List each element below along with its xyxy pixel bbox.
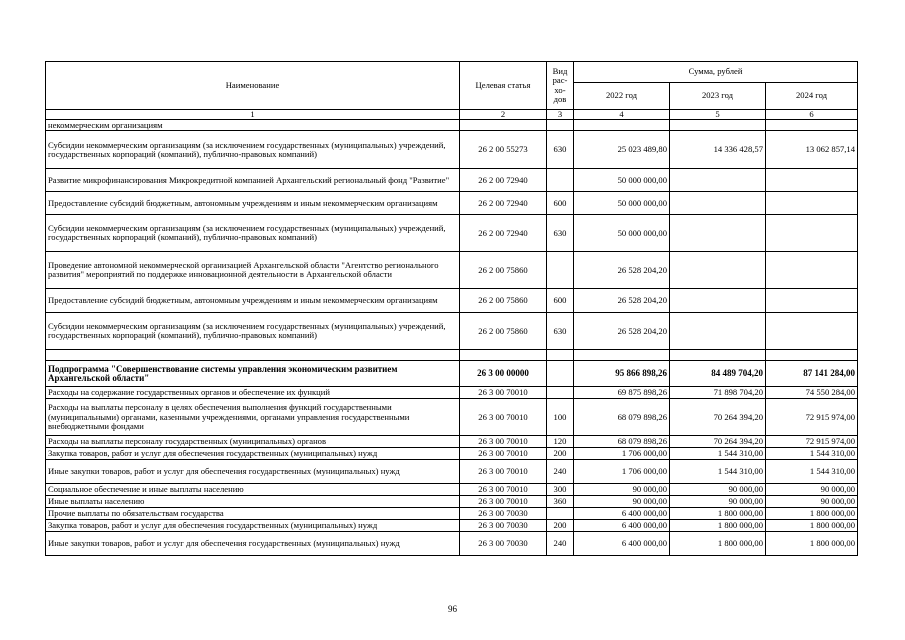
- row-code-cell: 26 3 00 70030: [460, 532, 547, 556]
- row-code-cell: 26 2 00 72940: [460, 192, 547, 215]
- row-sum-2024-cell: 72 915 974,00: [766, 399, 858, 436]
- row-sum-2024-cell: 90 000,00: [766, 484, 858, 496]
- row-vid-cell: 120: [547, 436, 574, 448]
- table-row: [46, 215, 858, 252]
- row-sum-2022-cell: 26 528 204,20: [574, 313, 670, 350]
- row-vid-cell: 300: [547, 484, 574, 496]
- row-sum-2022-cell: [574, 350, 670, 361]
- row-sum-2023-cell: 84 489 704,20: [670, 361, 766, 387]
- row-name-cell: Предоставление субсидий бюджетным, автономным учреждениям и иным некоммерческим организациям: [46, 289, 460, 313]
- row-name-cell: Проведение автономной некоммерческой организацией Архангельской области "Агентство регионального развития" мероприятий по поддержке инновационной деятельности в Архангельской области: [46, 252, 460, 289]
- row-sum-2023-cell: 14 336 428,57: [670, 131, 766, 169]
- header-sum: Сумма, рублей: [574, 62, 858, 83]
- row-sum-2024-cell: 1 800 000,00: [766, 532, 858, 556]
- table-row: [46, 169, 858, 192]
- row-vid-cell: 360: [547, 496, 574, 508]
- row-code-cell: 26 2 00 55273: [460, 131, 547, 169]
- row-sum-2022-cell: 50 000 000,00: [574, 169, 670, 192]
- row-sum-2024-cell: [766, 313, 858, 350]
- row-sum-2024-cell: 1 800 000,00: [766, 520, 858, 532]
- row-code-cell: 26 3 00 70010: [460, 436, 547, 448]
- row-sum-2024-cell: [766, 215, 858, 252]
- row-vid-cell: 200: [547, 448, 574, 460]
- row-name-cell: Закупка товаров, работ и услуг для обеспечения государственных (муниципальных) нужд: [46, 520, 460, 532]
- row-sum-2024-cell: [766, 350, 858, 361]
- row-sum-2022-cell: 26 528 204,20: [574, 289, 670, 313]
- row-sum-2024-cell: [766, 289, 858, 313]
- row-sum-2022-cell: 1 706 000,00: [574, 460, 670, 484]
- header-year-2023: 2023 год: [670, 83, 766, 110]
- row-sum-2024-cell: [766, 252, 858, 289]
- row-vid-cell: 630: [547, 215, 574, 252]
- row-name-cell: Субсидии некоммерческим организациям (за исключением государственных (муниципальных) учреждений, государственных корпораций (компаний), публично-правовых компаний): [46, 215, 460, 252]
- row-code-cell: 26 3 00 70010: [460, 387, 547, 399]
- row-sum-2023-cell: 1 800 000,00: [670, 508, 766, 520]
- row-code-cell: 26 2 00 72940: [460, 215, 547, 252]
- table-row: [46, 131, 858, 169]
- header-vid: Вид рас-хо-дов: [547, 62, 574, 110]
- row-name-cell: Иные выплаты населению: [46, 496, 460, 508]
- table-row: [46, 387, 858, 399]
- table-row: [46, 460, 858, 484]
- row-name-cell: Расходы на выплаты персоналу в целях обеспечения выполнения функций государственными (муниципальными) органами, казенными учреждениями, органами управления государственными внебюджетными фондами: [46, 399, 460, 436]
- row-vid-cell: 600: [547, 289, 574, 313]
- row-sum-2023-cell: 71 898 704,20: [670, 387, 766, 399]
- row-sum-2023-cell: 90 000,00: [670, 484, 766, 496]
- row-name-cell: [46, 350, 460, 361]
- row-code-cell: 26 3 00 70010: [460, 448, 547, 460]
- row-sum-2023-cell: 1 544 310,00: [670, 460, 766, 484]
- header-row: [46, 62, 858, 83]
- row-vid-cell: 200: [547, 520, 574, 532]
- table-row: [46, 289, 858, 313]
- row-sum-2023-cell: 1 544 310,00: [670, 448, 766, 460]
- row-sum-2024-cell: 72 915 974,00: [766, 436, 858, 448]
- row-vid-cell: [547, 120, 574, 131]
- row-code-cell: [460, 350, 547, 361]
- header-year-2022: 2022 год: [574, 83, 670, 110]
- table-row: [46, 120, 858, 131]
- row-sum-2024-cell: [766, 192, 858, 215]
- row-sum-2022-cell: 6 400 000,00: [574, 508, 670, 520]
- row-vid-cell: [547, 387, 574, 399]
- column-number: 3: [547, 110, 574, 120]
- row-sum-2022-cell: [574, 120, 670, 131]
- row-sum-2024-cell: 87 141 284,00: [766, 361, 858, 387]
- row-sum-2024-cell: 1 800 000,00: [766, 508, 858, 520]
- table-row: [46, 399, 858, 436]
- row-sum-2024-cell: 13 062 857,14: [766, 131, 858, 169]
- row-sum-2023-cell: [670, 192, 766, 215]
- row-sum-2024-cell: [766, 169, 858, 192]
- column-number: 4: [574, 110, 670, 120]
- column-number: 5: [670, 110, 766, 120]
- table-row: [46, 252, 858, 289]
- column-number: 6: [766, 110, 858, 120]
- row-sum-2023-cell: [670, 215, 766, 252]
- row-name-cell: Субсидии некоммерческим организациям (за исключением государственных (муниципальных) учреждений, государственных корпораций (компаний), публично-правовых компаний): [46, 313, 460, 350]
- row-vid-cell: [547, 350, 574, 361]
- row-vid-cell: [547, 252, 574, 289]
- row-name-cell: Расходы на выплаты персоналу государственных (муниципальных) органов: [46, 436, 460, 448]
- row-code-cell: [460, 120, 547, 131]
- row-vid-cell: 630: [547, 313, 574, 350]
- table-row: [46, 484, 858, 496]
- row-code-cell: 26 3 00 70010: [460, 496, 547, 508]
- budget-table-body: [46, 62, 858, 556]
- row-sum-2022-cell: 1 706 000,00: [574, 448, 670, 460]
- row-sum-2023-cell: [670, 169, 766, 192]
- row-sum-2022-cell: 6 400 000,00: [574, 532, 670, 556]
- row-code-cell: 26 2 00 75860: [460, 252, 547, 289]
- row-sum-2024-cell: 90 000,00: [766, 496, 858, 508]
- row-sum-2023-cell: 1 800 000,00: [670, 520, 766, 532]
- row-vid-cell: [547, 169, 574, 192]
- header-code: Целевая статья: [460, 62, 547, 110]
- row-code-cell: 26 2 00 75860: [460, 313, 547, 350]
- table-row: [46, 448, 858, 460]
- row-sum-2023-cell: 90 000,00: [670, 496, 766, 508]
- row-sum-2022-cell: 69 875 898,26: [574, 387, 670, 399]
- row-name-cell: Подпрограмма "Совершенствование системы управления экономическим развитием Архангельской области": [46, 361, 460, 387]
- row-sum-2022-cell: 95 866 898,26: [574, 361, 670, 387]
- row-sum-2023-cell: [670, 289, 766, 313]
- row-name-cell: Иные закупки товаров, работ и услуг для обеспечения государственных (муниципальных) нужд: [46, 532, 460, 556]
- row-code-cell: 26 3 00 00000: [460, 361, 547, 387]
- row-code-cell: 26 3 00 70010: [460, 484, 547, 496]
- page-number: 96: [448, 604, 457, 614]
- row-sum-2022-cell: 68 079 898,26: [574, 399, 670, 436]
- header-name: Наименование: [46, 62, 460, 110]
- row-sum-2022-cell: 26 528 204,20: [574, 252, 670, 289]
- row-vid-cell: 630: [547, 131, 574, 169]
- row-code-cell: 26 2 00 72940: [460, 169, 547, 192]
- row-name-cell: Иные закупки товаров, работ и услуг для обеспечения государственных (муниципальных) нужд: [46, 460, 460, 484]
- row-name-cell: некоммерческим организациям: [46, 120, 460, 131]
- row-name-cell: Социальное обеспечение и иные выплаты населению: [46, 484, 460, 496]
- row-name-cell: Субсидии некоммерческим организациям (за исключением государственных (муниципальных) учреждений, государственных корпораций (компаний), публично-правовых компаний): [46, 131, 460, 169]
- table-row: [46, 350, 858, 361]
- row-name-cell: Закупка товаров, работ и услуг для обеспечения государственных (муниципальных) нужд: [46, 448, 460, 460]
- row-vid-cell: [547, 508, 574, 520]
- row-sum-2024-cell: [766, 120, 858, 131]
- row-sum-2022-cell: 50 000 000,00: [574, 192, 670, 215]
- table-row: [46, 508, 858, 520]
- row-vid-cell: [547, 361, 574, 387]
- budget-table: [45, 61, 858, 556]
- row-vid-cell: 240: [547, 532, 574, 556]
- column-number-row: [46, 110, 858, 120]
- row-sum-2023-cell: [670, 120, 766, 131]
- row-name-cell: Развитие микрофинансирования Микрокредитной компанией Архангельский региональный фонд "Развитие": [46, 169, 460, 192]
- row-sum-2022-cell: 90 000,00: [574, 496, 670, 508]
- row-name-cell: Предоставление субсидий бюджетным, автономным учреждениям и иным некоммерческим организациям: [46, 192, 460, 215]
- row-sum-2023-cell: 70 264 394,20: [670, 436, 766, 448]
- row-code-cell: 26 3 00 70030: [460, 520, 547, 532]
- row-sum-2023-cell: 70 264 394,20: [670, 399, 766, 436]
- row-sum-2022-cell: 68 079 898,26: [574, 436, 670, 448]
- row-code-cell: 26 3 00 70030: [460, 508, 547, 520]
- column-number: 1: [46, 110, 460, 120]
- row-sum-2024-cell: 1 544 310,00: [766, 460, 858, 484]
- row-sum-2023-cell: [670, 252, 766, 289]
- table-row: [46, 192, 858, 215]
- table-row: [46, 313, 858, 350]
- row-sum-2022-cell: 50 000 000,00: [574, 215, 670, 252]
- row-sum-2022-cell: 90 000,00: [574, 484, 670, 496]
- table-row: [46, 361, 858, 387]
- row-sum-2024-cell: 1 544 310,00: [766, 448, 858, 460]
- row-sum-2022-cell: 25 023 489,80: [574, 131, 670, 169]
- row-sum-2023-cell: [670, 313, 766, 350]
- row-code-cell: 26 3 00 70010: [460, 399, 547, 436]
- table-row: [46, 496, 858, 508]
- row-vid-cell: 600: [547, 192, 574, 215]
- row-code-cell: 26 2 00 75860: [460, 289, 547, 313]
- row-vid-cell: 240: [547, 460, 574, 484]
- header-year-2024: 2024 год: [766, 83, 858, 110]
- row-sum-2023-cell: 1 800 000,00: [670, 532, 766, 556]
- table-row: [46, 520, 858, 532]
- row-name-cell: Прочие выплаты по обязательствам государства: [46, 508, 460, 520]
- row-code-cell: 26 3 00 70010: [460, 460, 547, 484]
- row-vid-cell: 100: [547, 399, 574, 436]
- row-sum-2024-cell: 74 550 284,00: [766, 387, 858, 399]
- row-sum-2022-cell: 6 400 000,00: [574, 520, 670, 532]
- row-name-cell: Расходы на содержание государственных органов и обеспечение их функций: [46, 387, 460, 399]
- table-row: [46, 436, 858, 448]
- column-number: 2: [460, 110, 547, 120]
- row-sum-2023-cell: [670, 350, 766, 361]
- table-row: [46, 532, 858, 556]
